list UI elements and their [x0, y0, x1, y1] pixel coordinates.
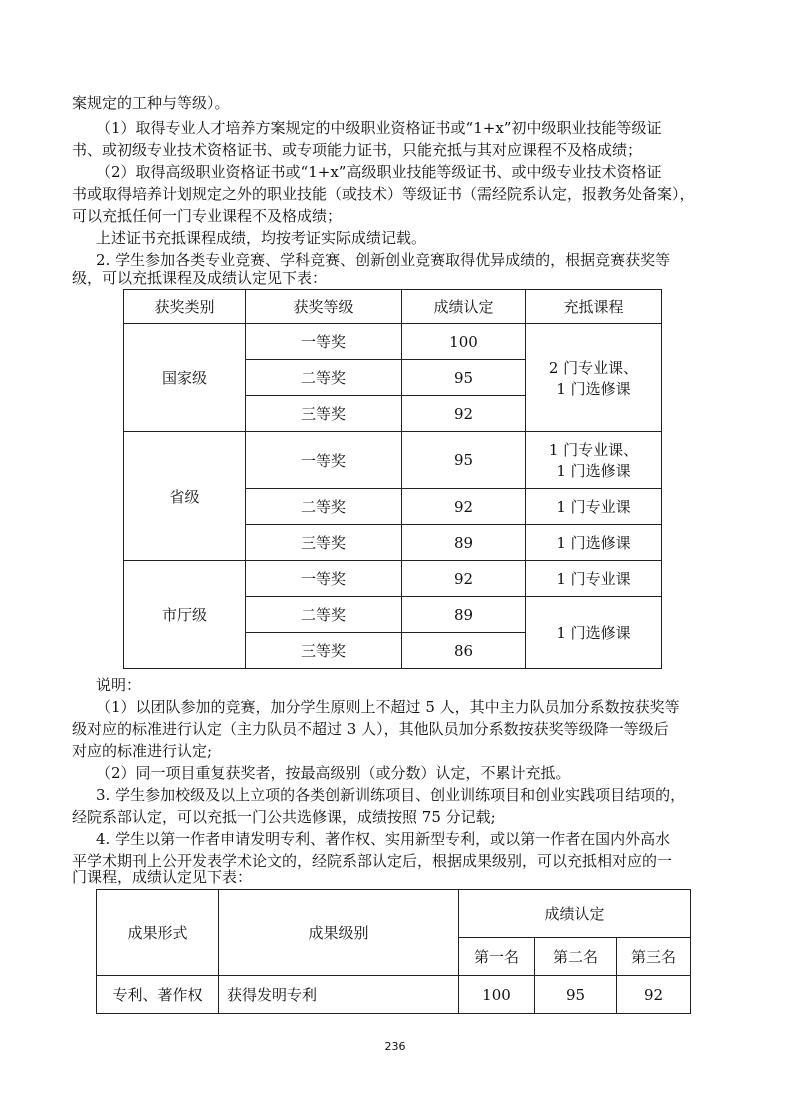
- line-n1c: 对应的标准进行认定;: [72, 742, 213, 760]
- cell-second: 95: [535, 976, 617, 1014]
- course-line: 2 门专业课、: [548, 358, 639, 377]
- cell-grade: 一等奖: [246, 432, 402, 489]
- line-p5a: 3. 学生参加校级及以上立项的各类创新训练项目、创业训练项目和创业实践项目结项的，: [96, 786, 686, 804]
- cell-grade: 三等奖: [246, 633, 402, 669]
- cell-score: 95: [402, 360, 526, 396]
- header-form: 成果形式: [97, 890, 219, 976]
- cell-grade: 一等奖: [246, 324, 402, 360]
- header-award-grade: 获奖等级: [246, 290, 402, 324]
- header-award-type: 获奖类别: [124, 290, 246, 324]
- line-p2b: 书或取得培养计划规定之外的职业技能（或技术）等级证书（需经院系认定，报教务处备案），: [72, 185, 695, 203]
- cell-course: 1 门专业课: [526, 561, 662, 597]
- cell-third: 92: [617, 976, 691, 1014]
- header-level: 成果级别: [219, 890, 459, 976]
- line-p5b: 经院系部认定，可以充抵一门公共选修课，成绩按照 75 分记载;: [72, 808, 496, 826]
- cell-city: 市厅级: [124, 561, 246, 669]
- header-third: 第三名: [617, 938, 691, 976]
- cell-course: 1 门专业课: [526, 489, 662, 525]
- cell-grade: 三等奖: [246, 396, 402, 432]
- cell-grade: 二等奖: [246, 360, 402, 396]
- header-score: 成绩认定: [402, 290, 526, 324]
- cell-provincial: 省级: [124, 432, 246, 561]
- cell-course: 1 门选修课: [526, 525, 662, 561]
- line-p4a: 2. 学生参加各类专业竞赛、学科竞赛、创新创业竞赛取得优异成绩的，根据竞赛获奖等: [96, 251, 671, 269]
- line-n1b: 级对应的标准进行认定（主力队员不超过 3 人），其他队员加分系数按获奖等级降一等级后: [72, 720, 669, 738]
- cell-score: 92: [402, 561, 526, 597]
- line-p2c: 可以充抵任何一门专业课程不及格成绩；: [72, 207, 343, 225]
- cell-course: 1 门选修课: [526, 597, 662, 669]
- line-note: 说明：: [96, 676, 142, 694]
- page-number: 236: [384, 1040, 406, 1053]
- cell-level: 获得发明专利: [219, 976, 459, 1014]
- cell-score: 100: [402, 324, 526, 360]
- achievement-table: [96, 889, 691, 1014]
- header-score: 成绩认定: [459, 890, 691, 938]
- line-n2: （2）同一项目重复获奖者，按最高级别（或分数）认定，不累计充抵。: [96, 764, 571, 782]
- cell-form: 专利、著作权: [97, 976, 219, 1014]
- line-p4b: 级，可以充抵课程及成绩认定见下表：: [72, 269, 328, 287]
- cell-course-national: [526, 324, 662, 432]
- cell-score: 95: [402, 432, 526, 489]
- line-p6c: 门课程，成绩认定见下表：: [72, 868, 253, 886]
- header-first: 第一名: [459, 938, 535, 976]
- cell-score: 89: [402, 525, 526, 561]
- line-p6a: 4. 学生以第一作者申请发明专利、著作权、实用新型专利，或以第一作者在国内外高水: [96, 830, 671, 848]
- cell-grade: 二等奖: [246, 489, 402, 525]
- course-line: 1 门选修课: [556, 462, 631, 480]
- cell-grade: 二等奖: [246, 597, 402, 633]
- cell-first: 100: [459, 976, 535, 1014]
- line-p0: 案规定的工种与等级）。: [72, 94, 230, 112]
- cell-score: 86: [402, 633, 526, 669]
- line-p1a: （1）取得专业人才培养方案规定的中级职业资格证书或“1+x”初中级职业技能等级证: [96, 119, 662, 137]
- cell-course: [526, 432, 662, 489]
- award-table: [123, 289, 662, 669]
- line-n1a: （1）以团队参加的竞赛，加分学生原则上不超过 5 人，其中主力队员加分系数按获奖等: [96, 698, 680, 716]
- cell-score: 89: [402, 597, 526, 633]
- cell-grade: 一等奖: [246, 561, 402, 597]
- cell-score: 92: [402, 396, 526, 432]
- cell-grade: 三等奖: [246, 525, 402, 561]
- course-line: 1 门专业课、: [548, 441, 639, 459]
- line-p1b: 书、或初级专业技术资格证书、或专项能力证书，只能充抵与其对应课程不及格成绩；: [72, 141, 643, 159]
- course-line: 1 门选修课: [556, 379, 631, 398]
- line-p6b: 平学术期刊上公开发表学术论文的，经院系部认定后，根据成果级别，可以充抵相对应的一: [72, 852, 673, 870]
- cell-score: 92: [402, 489, 526, 525]
- line-p2a: （2）取得高级职业资格证书或“1+x”高级职业技能等级证书、或中级专业技术资格证: [96, 163, 662, 181]
- cell-national: 国家级: [124, 324, 246, 432]
- header-course: 充抵课程: [526, 290, 662, 324]
- header-second: 第二名: [535, 938, 617, 976]
- line-p3: 上述证书充抵课程成绩，均按考证实际成绩记载。: [96, 229, 427, 247]
